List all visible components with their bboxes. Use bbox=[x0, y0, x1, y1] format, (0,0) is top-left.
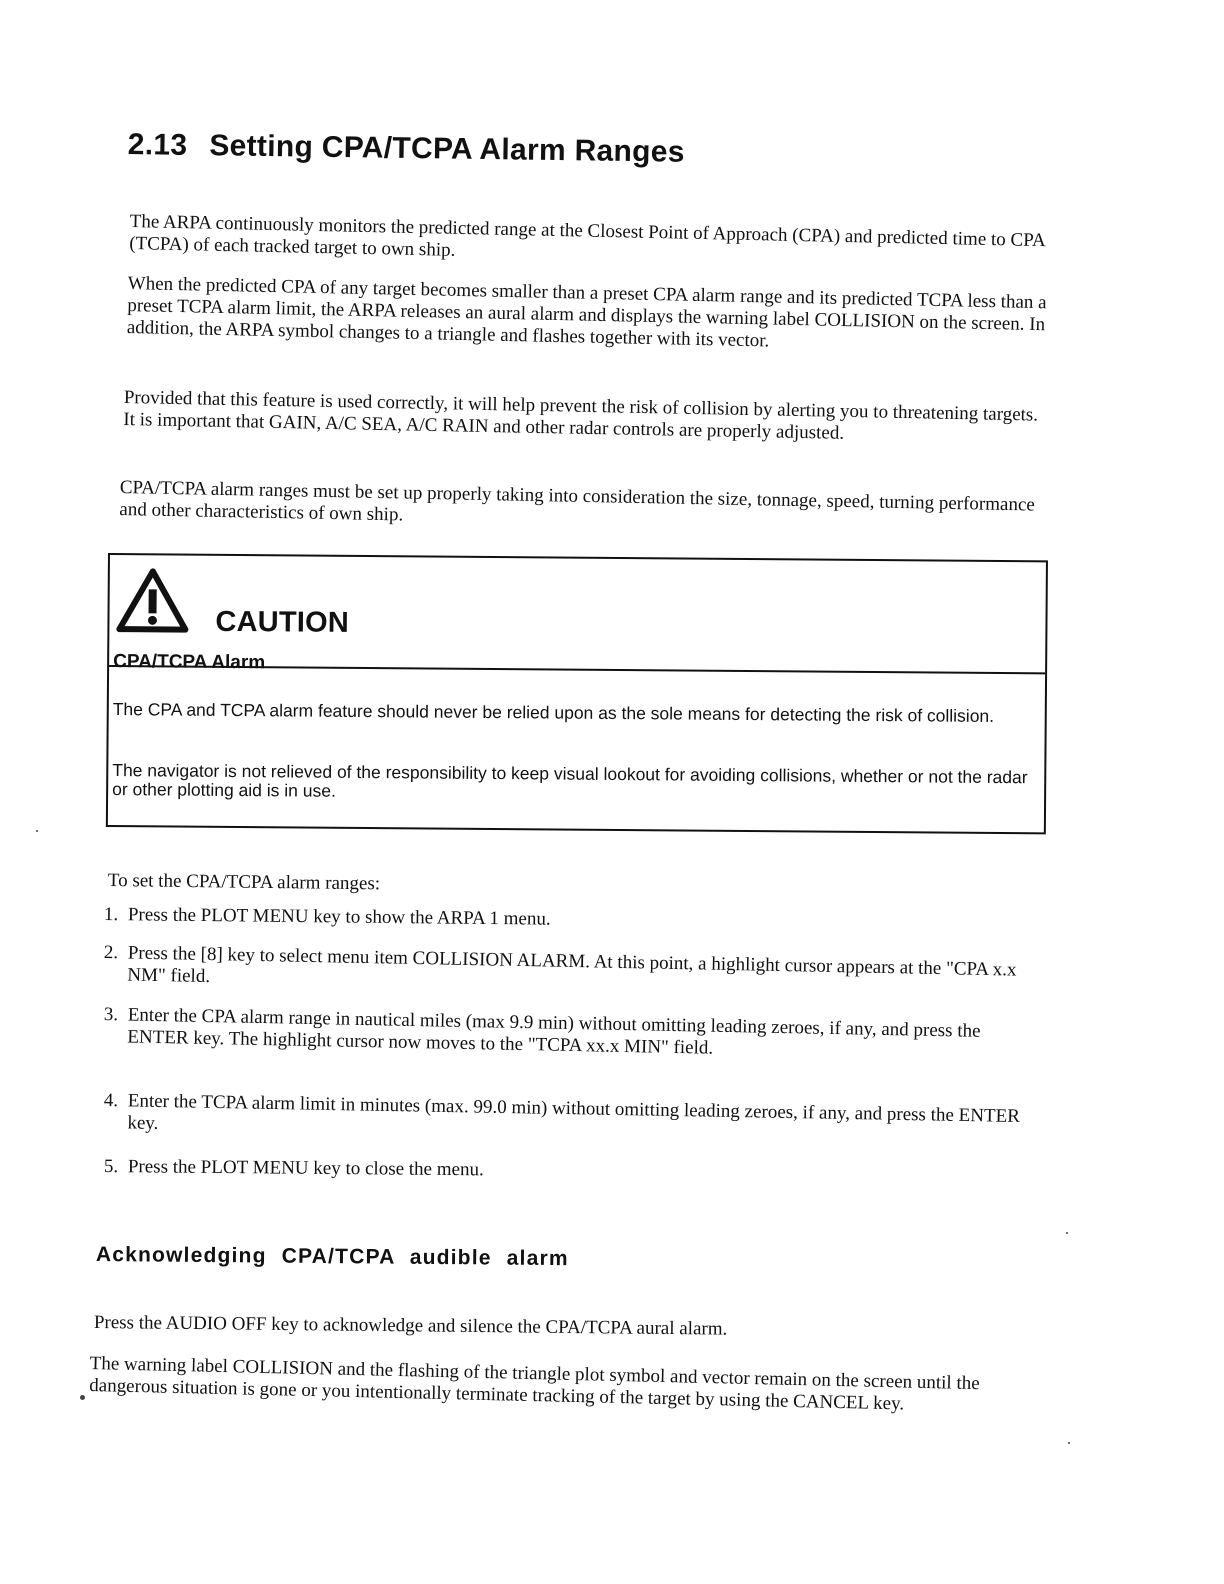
procedure-step bbox=[103, 1004, 1034, 1066]
scan-speck bbox=[80, 1395, 85, 1400]
section-number: 2.13 bbox=[127, 128, 188, 162]
intro-paragraph-3: Provided that this feature is used correctly, it will help prevent the risk of collision by alerting you to threatening targets. It is important that GAIN, A/C SEA, A/C RAIN and other radar controls are properly adjusted. bbox=[123, 387, 1039, 444]
caution-box bbox=[106, 553, 1048, 834]
caution-text-1: The CPA and TCPA alarm feature should never be relied upon as the sole means for detecting the risk of collision. bbox=[112, 699, 995, 726]
intro-paragraph-2: When the predicted CPA of any target becomes smaller than a preset CPA alarm range and its predicted TCPA less than a preset TCPA alarm limit, the ARPA releases an aural alarm and displays the warning label COLLISION on the screen. In addition, the ARPA symbol changes to a triangle and flashes together with its vector. bbox=[126, 273, 1047, 352]
caution-header bbox=[109, 555, 1046, 674]
step-number: 5. bbox=[103, 1156, 119, 1178]
procedure-step bbox=[104, 904, 1034, 936]
step-number: 2. bbox=[103, 942, 119, 964]
procedure-intro: To set the CPA/TCPA alarm ranges: bbox=[107, 870, 381, 895]
caution-subtitle: CPA/TCPA Alarm bbox=[113, 651, 266, 674]
acknowledge-paragraph-2: The warning label COLLISION and the flashing of the triangle plot symbol and vector remain on the screen until the dangerous situation is gone or you intentionally terminate tracking of the target by using the CANCEL key. bbox=[89, 1353, 980, 1415]
caution-title: CAUTION bbox=[215, 605, 350, 639]
section-title: Setting CPA/TCPA Alarm Ranges bbox=[209, 129, 685, 169]
step-number: 1. bbox=[103, 904, 119, 926]
procedure-step bbox=[103, 1090, 1034, 1150]
scan-speck bbox=[1068, 1442, 1070, 1444]
procedure-step bbox=[103, 942, 1034, 1004]
step-text: Enter the CPA alarm range in nautical miles (max 9.9 min) without omitting leading zeroes, if any, and press the ENTER key. The highlight cursor now moves to the "TCPA xx.x MIN" field. bbox=[127, 1004, 981, 1059]
step-number: 4. bbox=[103, 1090, 119, 1112]
intro-paragraph-4: CPA/TCPA alarm ranges must be set up properly taking into consideration the size, tonnage, speed, turning performance and other characteristics of own ship. bbox=[119, 477, 1035, 526]
step-text: Press the PLOT MENU key to close the menu. bbox=[127, 1156, 484, 1181]
step-text: Enter the TCPA alarm limit in minutes (max. 99.0 min) without omitting leading zeroes, if any, and press the ENTER key. bbox=[127, 1090, 1021, 1134]
step-number: 3. bbox=[103, 1004, 119, 1026]
acknowledge-heading: Acknowledging CPA/TCPA audible alarm bbox=[95, 1243, 569, 1271]
step-text: Press the [8] key to select menu item COLLISION ALARM. At this point, a highlight cursor appears at the "CPA x.x NM" field. bbox=[127, 942, 1017, 988]
warning-triangle-icon bbox=[115, 567, 190, 634]
procedure-step bbox=[104, 1156, 1034, 1186]
step-text: Press the PLOT MENU key to show the ARPA 1 menu. bbox=[127, 904, 551, 930]
section-heading bbox=[128, 128, 685, 170]
scan-speck bbox=[36, 830, 38, 832]
scan-speck bbox=[1066, 1232, 1068, 1234]
intro-paragraph-1: The ARPA continuously monitors the predicted range at the Closest Point of Approach (CPA) and predicted time to CPA (TCPA) of each tracked target to own ship. bbox=[129, 211, 1045, 261]
caution-text-2: The navigator is not relieved of the responsibility to keep visual lookout for avoiding collisions, whether or not the radar or other plotting aid is in use. bbox=[112, 760, 1028, 801]
acknowledge-paragraph-1: Press the AUDIO OFF key to acknowledge and silence the CPA/TCPA aural alarm. bbox=[93, 1312, 728, 1340]
